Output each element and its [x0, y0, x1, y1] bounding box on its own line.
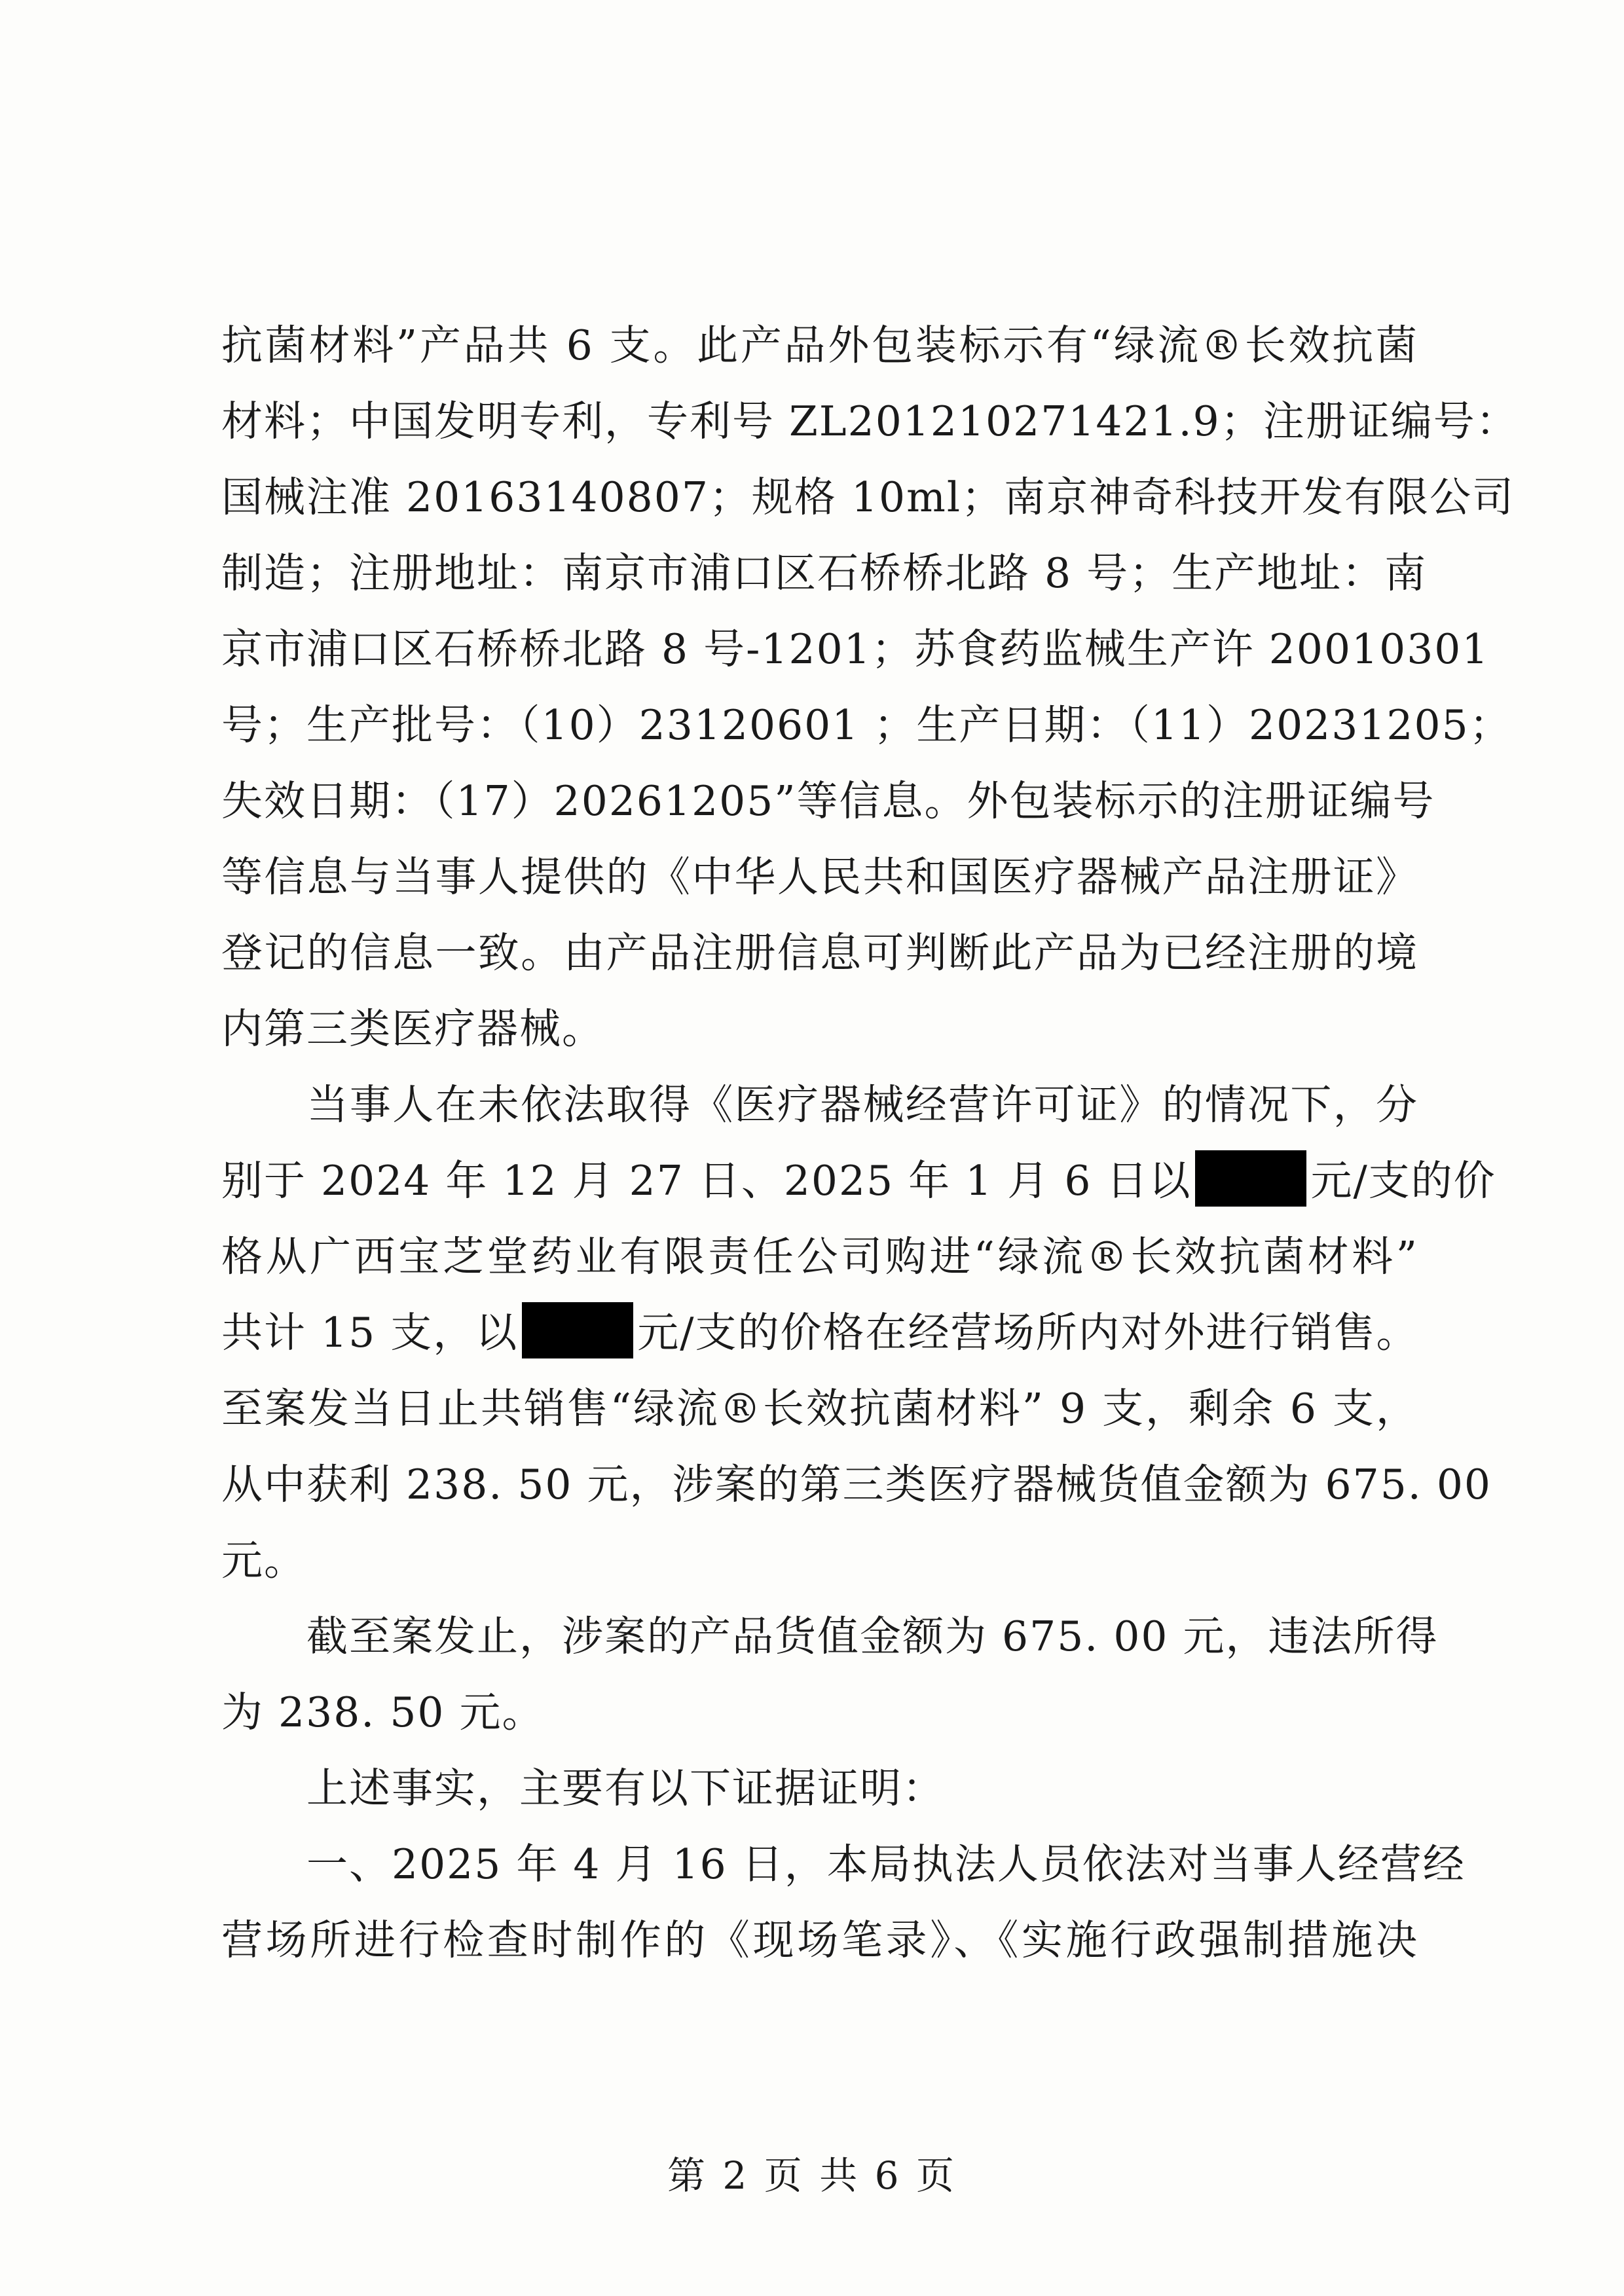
text-segment: 共计 15 支，以 — [221, 1309, 519, 1357]
text-line: 至案发当日止共销售“绿流®长效抗菌材料” 9 支，剩余 6 支， — [221, 1385, 1418, 1432]
text-line — [221, 1143, 1496, 1219]
text-line — [221, 1295, 1418, 1371]
redaction-block — [1195, 1150, 1306, 1207]
text-line: 从中获利 238. 50 元，涉案的第三类医疗器械货值金额为 675. 00 — [221, 1461, 1492, 1508]
text-line: 内第三类医疗器械。 — [221, 1005, 604, 1053]
text-line: 营场所进行检查时制作的《现场笔录》、《实施行政强制措施决 — [221, 1916, 1418, 1964]
text-segment: 别于 2024 年 12 月 27 日、2025 年 1 月 6 日以 — [221, 1157, 1192, 1205]
text-line: 号；生产批号：（10）23120601 ；生产日期：（11）20231205； — [221, 701, 1512, 749]
text-line: 等信息与当事人提供的《中华人民共和国医疗器械产品注册证》 — [221, 853, 1418, 901]
paragraph-purchase-sales — [221, 1067, 1496, 1599]
text-line: 国械注准 20163140807；规格 10ml；南京神奇科技开发有限公司 — [221, 473, 1515, 521]
text-segment: 元/支的价格在经营场所内对外进行销售。 — [637, 1309, 1419, 1357]
paragraph-product-info — [221, 308, 1519, 1067]
text-line: 登记的信息一致。由产品注册信息可判断此产品为已经注册的境 — [221, 929, 1418, 977]
text-segment: 元/支的价 — [1310, 1157, 1496, 1205]
text-line: 材料；中国发明专利，专利号 ZL201210271421.9；注册证编号： — [221, 397, 1519, 445]
text-line: 格从广西宝芝堂药业有限责任公司购进“绿流®长效抗菌材料” — [221, 1233, 1418, 1281]
text-line: 当事人在未依法取得《医疗器械经营许可证》的情况下，分 — [221, 1081, 1418, 1129]
paragraph-evidence-1 — [221, 1827, 1466, 1978]
text-line: 元。 — [221, 1537, 306, 1584]
text-line: 抗菌材料”产品共 6 支。此产品外包装标示有“绿流®长效抗菌 — [221, 321, 1418, 369]
text-line: 为 238. 50 元。 — [221, 1688, 545, 1736]
paragraph-value-summary — [221, 1599, 1439, 1751]
paragraph-evidence-intro — [221, 1751, 1418, 1827]
redaction-block — [522, 1302, 633, 1358]
text-line: 上述事实，主要有以下证据证明： — [221, 1764, 945, 1812]
text-line: 京市浦口区石桥桥北路 8 号-1201；苏食药监械生产许 20010301 — [221, 625, 1490, 673]
body-text — [221, 308, 1519, 1978]
text-line: 一、2025 年 4 月 16 日，本局执法人员依法对当事人经营经 — [221, 1840, 1466, 1888]
page-number-footer: 第 2 页 共 6 页 — [667, 2153, 957, 2198]
text-line: 截至案发止，涉案的产品货值金额为 675. 00 元，违法所得 — [221, 1613, 1439, 1660]
text-line: 制造；注册地址：南京市浦口区石桥桥北路 8 号；生产地址：南 — [221, 549, 1428, 597]
text-line: 失效日期：（17）20261205”等信息。外包装标示的注册证编号 — [221, 777, 1435, 825]
